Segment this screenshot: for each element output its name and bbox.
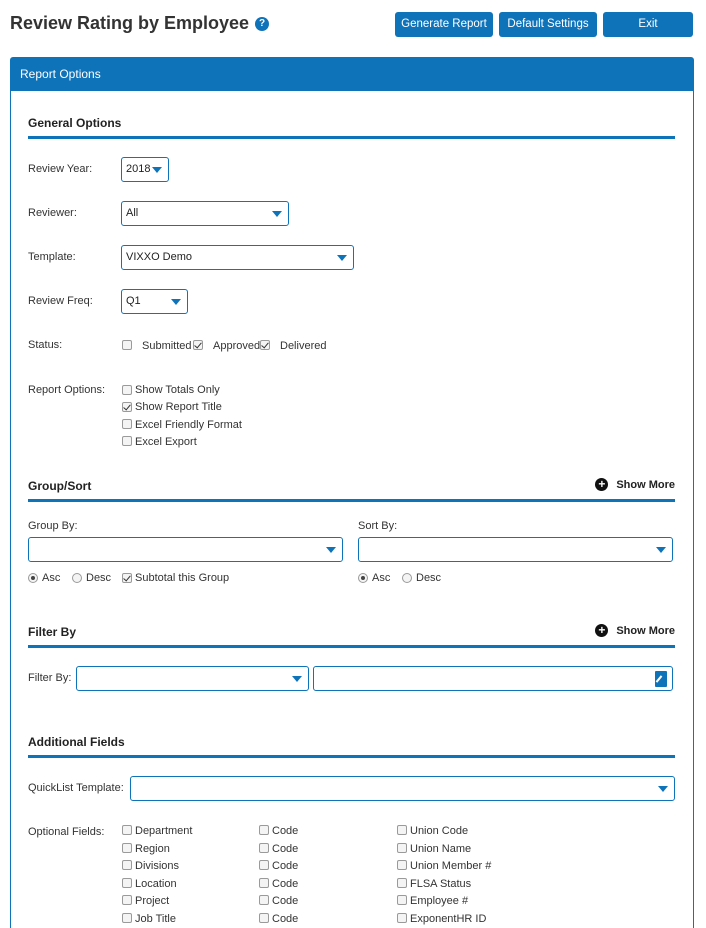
- group-by-select[interactable]: [28, 537, 343, 562]
- review-freq-value: Q1: [126, 295, 141, 307]
- section-divider: [28, 499, 675, 502]
- optional-field-checkbox[interactable]: [259, 913, 269, 923]
- group-by-label: Group By:: [28, 520, 78, 532]
- filter-show-more[interactable]: [595, 624, 675, 637]
- review-year-select[interactable]: [121, 157, 169, 182]
- section-divider: [28, 136, 675, 139]
- optional-fields-label: Optional Fields:: [28, 826, 105, 838]
- sort-by-select[interactable]: [358, 537, 673, 562]
- optional-field-checkbox[interactable]: [122, 843, 132, 853]
- optional-field-checkbox[interactable]: [397, 825, 407, 835]
- report-options-label: Report Options:: [28, 384, 106, 396]
- optional-field-checkbox[interactable]: [122, 913, 132, 923]
- excel-export-checkbox[interactable]: [122, 436, 132, 446]
- show-totals-only-checkbox[interactable]: [122, 385, 132, 395]
- sort-desc-label: Desc: [416, 572, 442, 584]
- sort-desc-radio[interactable]: [402, 573, 412, 583]
- group-sort-title: Group/Sort: [28, 479, 92, 493]
- help-icon[interactable]: ?: [255, 17, 269, 31]
- filter-by-label: Filter By:: [28, 672, 72, 684]
- status-delivered-label: Delivered: [280, 340, 327, 352]
- sort-by-label: Sort By:: [358, 520, 398, 532]
- page-title-text: Review Rating by Employee: [10, 13, 250, 33]
- filter-field-select[interactable]: [76, 666, 309, 691]
- optional-field-label: Code: [272, 913, 299, 925]
- subtotal-group-label: Subtotal this Group: [135, 572, 230, 584]
- template-label: Template:: [28, 251, 76, 263]
- optional-field-checkbox[interactable]: [397, 895, 407, 905]
- optional-field-label: Code: [272, 878, 299, 890]
- optional-field-checkbox[interactable]: [397, 878, 407, 888]
- excel-friendly-format-checkbox[interactable]: [122, 419, 132, 429]
- show-totals-only-label: Show Totals Only: [135, 384, 220, 396]
- optional-field-label: Code: [272, 860, 299, 872]
- optional-field-checkbox[interactable]: [259, 843, 269, 853]
- group-sort-show-more[interactable]: [595, 478, 675, 491]
- optional-field-checkbox[interactable]: [259, 878, 269, 888]
- show-more-label: Show More: [616, 478, 675, 491]
- sort-asc-radio[interactable]: [358, 573, 368, 583]
- optional-field-checkbox[interactable]: [259, 860, 269, 870]
- optional-field-label: Department: [135, 825, 193, 837]
- optional-field-label: Divisions: [135, 860, 180, 872]
- filter-by-title: Filter By: [28, 625, 77, 639]
- optional-field-label: ExponentHR ID: [410, 913, 487, 925]
- additional-fields-title: Additional Fields: [28, 735, 125, 749]
- optional-field-checkbox[interactable]: [122, 878, 132, 888]
- status-approved-label: Approved: [213, 340, 261, 352]
- panel-header: Report Options: [11, 58, 693, 91]
- sort-asc-label: Asc: [372, 572, 391, 584]
- optional-field-label: Location: [135, 878, 177, 890]
- exit-button[interactable]: Exit: [603, 12, 693, 37]
- optional-field-label: Union Member #: [410, 860, 492, 872]
- template-select[interactable]: [121, 245, 354, 270]
- optional-field-checkbox[interactable]: [397, 860, 407, 870]
- reviewer-label: Reviewer:: [28, 207, 77, 219]
- optional-field-label: FLSA Status: [410, 878, 472, 890]
- show-more-label: Show More: [616, 624, 675, 637]
- chevron-down-icon: [171, 299, 181, 305]
- optional-field-label: Project: [135, 895, 170, 907]
- group-desc-radio[interactable]: [72, 573, 82, 583]
- chevron-down-icon: [152, 167, 162, 173]
- filter-value-input[interactable]: [313, 666, 673, 691]
- subtotal-group-checkbox[interactable]: [122, 573, 132, 583]
- optional-field-checkbox[interactable]: [122, 860, 132, 870]
- optional-field-label: Job Title: [135, 913, 176, 925]
- status-submitted-checkbox[interactable]: [122, 340, 132, 350]
- generate-report-button[interactable]: Generate Report: [395, 12, 493, 37]
- optional-field-label: Union Name: [410, 843, 472, 855]
- optional-field-checkbox[interactable]: [397, 843, 407, 853]
- edit-document-icon[interactable]: [655, 671, 667, 687]
- plus-circle-icon: +: [595, 478, 608, 491]
- chevron-down-icon: [656, 547, 666, 553]
- general-options-title: General Options: [28, 116, 122, 130]
- excel-friendly-format-label: Excel Friendly Format: [135, 419, 242, 431]
- template-value: VIXXO Demo: [126, 251, 193, 263]
- optional-field-checkbox[interactable]: [122, 825, 132, 835]
- status-label: Status:: [28, 339, 63, 351]
- review-freq-select[interactable]: [121, 289, 188, 314]
- status-submitted-label: Submitted: [142, 340, 192, 352]
- page-title: [10, 13, 269, 34]
- optional-field-checkbox[interactable]: [122, 895, 132, 905]
- group-desc-label: Desc: [86, 572, 112, 584]
- optional-field-checkbox[interactable]: [397, 913, 407, 923]
- quicklist-template-label: QuickList Template:: [28, 782, 124, 794]
- review-year-label: Review Year:: [28, 163, 93, 175]
- optional-field-label: Code: [272, 895, 299, 907]
- chevron-down-icon: [337, 255, 347, 261]
- status-delivered-checkbox[interactable]: [260, 340, 270, 350]
- show-report-title-checkbox[interactable]: [122, 402, 132, 412]
- quicklist-template-select[interactable]: [130, 776, 675, 801]
- group-asc-radio[interactable]: [28, 573, 38, 583]
- optional-field-label: Employee #: [410, 895, 469, 907]
- optional-field-label: Region: [135, 843, 170, 855]
- optional-field-label: Code: [272, 825, 299, 837]
- group-asc-label: Asc: [42, 572, 61, 584]
- chevron-down-icon: [326, 547, 336, 553]
- reviewer-value: All: [126, 207, 139, 219]
- review-year-value: 2018: [126, 163, 151, 175]
- default-settings-button[interactable]: Default Settings: [499, 12, 597, 37]
- chevron-down-icon: [658, 786, 668, 792]
- optional-field-label: Union Code: [410, 825, 469, 837]
- status-approved-checkbox[interactable]: [193, 340, 203, 350]
- section-divider: [28, 755, 675, 758]
- show-report-title-label: Show Report Title: [135, 401, 222, 413]
- optional-field-label: Code: [272, 843, 299, 855]
- chevron-down-icon: [292, 676, 302, 682]
- plus-circle-icon: +: [595, 624, 608, 637]
- review-freq-label: Review Freq:: [28, 295, 93, 307]
- optional-field-checkbox[interactable]: [259, 895, 269, 905]
- chevron-down-icon: [272, 211, 282, 217]
- optional-field-checkbox[interactable]: [259, 825, 269, 835]
- excel-export-label: Excel Export: [135, 436, 197, 448]
- section-divider: [28, 645, 675, 648]
- reviewer-select[interactable]: [121, 201, 289, 226]
